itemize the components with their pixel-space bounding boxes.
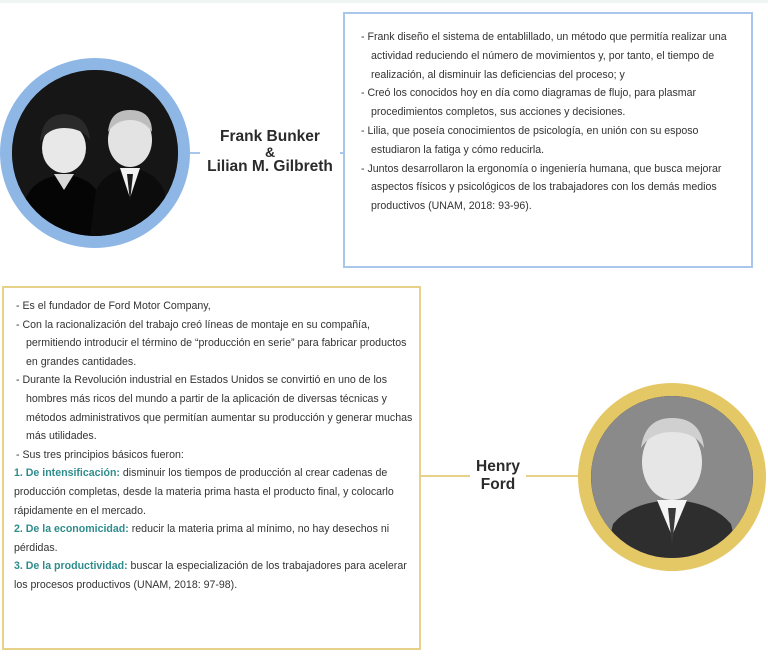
ford-principle-heading: 2. De la economicidad: <box>14 523 129 536</box>
gilbreth-bullet: - Frank diseño el sistema de entablillado, un método que permitía realizar una actividad reduciendo el número de movimientos y, por tanto, el tiempo de realización, al disminuir las deficiencias del proceso; y <box>361 31 727 81</box>
ford-principle-text: reducir la materia prima al mínimo, no hay desechos ni pérdidas. <box>14 523 390 554</box>
top-strip <box>0 0 768 3</box>
gilbreth-name-label <box>200 128 340 176</box>
ford-name-line2: Ford <box>480 476 516 493</box>
ford-photo <box>591 396 753 558</box>
ford-name-label <box>470 458 526 494</box>
ford-bullet: - Es el fundador de Ford Motor Company, <box>16 300 211 312</box>
ford-principle-heading: 3. De la productividad: <box>14 560 128 573</box>
ford-bullet: - Durante la Revolución industrial en Estados Unidos se convirtió en uno de los hombres más ricos del mundo a partir de la aplicación de diversas técnicas y métodos administrativos que permitían aumentar su producción y generar muchas más utilidades. <box>16 374 413 443</box>
ford-principle-heading: 1. De intensificación: <box>14 467 120 480</box>
ford-info-box <box>2 286 421 650</box>
ford-principle <box>14 520 413 557</box>
gilbreth-bullet: - Juntos desarrollaron la ergonomía o ingeniería humana, que busca mejorar aspectos físicos y psicológicos de los trabajadores con los demás medios productivos (UNAM, 2018: 93-96). <box>361 162 722 213</box>
ford-principle-text: disminuir los tiempos de producción al crear cadenas de producción completas, desde la materia prima hasta el producto final, y colocarlo rápidamente en el mercado. <box>14 467 394 517</box>
ford-principle-text: buscar la especialización de los trabajadores para acelerar los procesos productivos (UNAM, 2018: 97-98). <box>14 560 407 591</box>
gilbreth-name-line1: Frank Bunker <box>220 128 320 145</box>
gilbreth-bullet: - Creó los conocidos hoy en día como diagramas de flujo, para plasmar procedimientos completos, sus acciones y decisiones. <box>361 87 697 119</box>
ford-principle <box>14 464 413 520</box>
ford-principle <box>14 557 413 594</box>
gilbreth-name-line2: Lilian M. Gilbreth <box>207 158 333 175</box>
gilbreth-portrait-icon <box>12 70 178 236</box>
gilbreth-info-box <box>343 12 753 268</box>
ford-name-line1: Henry <box>476 458 520 475</box>
gilbreth-bullet: - Lilia, que poseía conocimientos de psicología, en unión con su esposo estudiaron la fatiga y cómo reducirla. <box>361 124 699 156</box>
gilbreth-name-amp: & <box>264 144 276 160</box>
ford-bullet: - Con la racionalización del trabajo creó líneas de montaje en su compañía, permitiendo introducir el término de “producción en serie” para fabricar productos en grandes cantidades. <box>16 318 407 368</box>
ford-bullet: - Sus tres principios básicos fueron: <box>16 448 184 461</box>
gilbreth-photo <box>12 70 178 236</box>
ford-portrait-icon <box>591 396 753 558</box>
